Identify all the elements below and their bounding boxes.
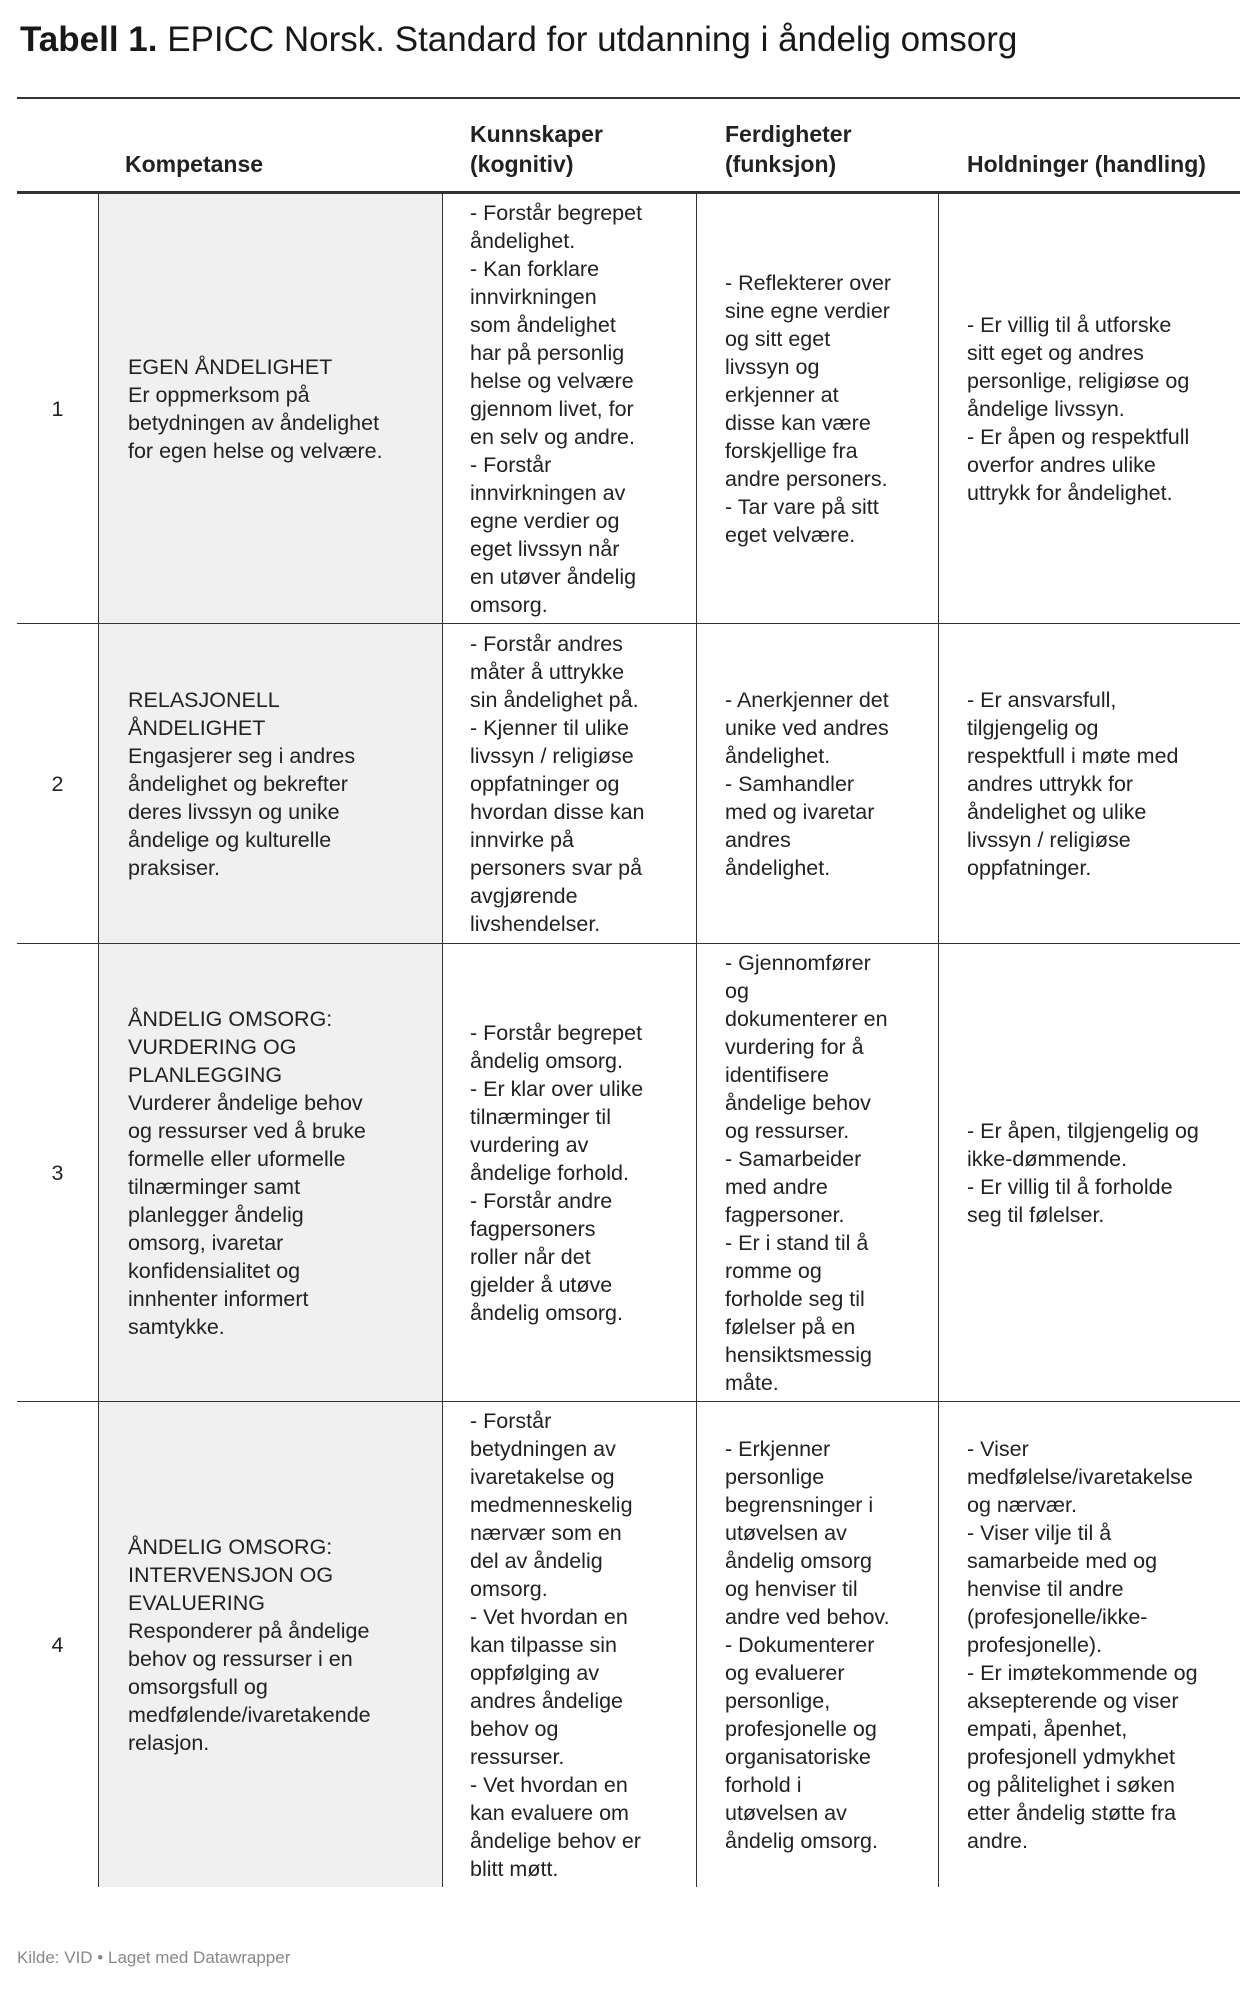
row-number: 1 <box>51 396 64 421</box>
cell-kompetanse: ÅNDELIG OMSORG: INTERVENSJON OG EVALUERING Responderer på åndelige behov og ressurser i en omsorgsfull og medfølende/ivaretakende relasjon. <box>128 1534 371 1755</box>
cell-kompetanse: RELASJONELL ÅNDELIGHET Engasjerer seg i andres åndelighet og bekrefter deres livssyn og unike åndelige og kulturelle praksiser. <box>128 687 356 880</box>
table-title-text: EPICC Norsk. Standard for utdanning i åndelig omsorg <box>167 20 1018 59</box>
table-row <box>17 194 1240 624</box>
cell-kunnskaper: - Forstår begrepet åndelig omsorg. - Er klar over ulike tilnærminger til vurdering av åndelige forhold. - Forstår andre fagpersoners roller når det gjelder å utøve åndelig omsorg. <box>470 1020 644 1325</box>
cell-holdninger: - Er villig til å utforske sitt eget og andres personlige, religiøse og åndelige livssyn. - Er åpen og respektfull overfor andres ulike uttrykk for åndelighet. <box>967 312 1190 505</box>
row-number: 3 <box>51 1160 64 1185</box>
header-ferdigheter[interactable]: Ferdigheter (funksjon) <box>725 121 852 177</box>
source-note: Kilde: VID • Laget med Datawrapper <box>17 1948 291 1967</box>
header-kunnskaper[interactable]: Kunnskaper (kognitiv) <box>470 121 603 177</box>
table-row <box>17 944 1240 1402</box>
cell-ferdigheter: - Reflekterer over sine egne verdier og sitt eget livssyn og erkjenner at disse kan være forskjellige fra andre personers. - Tar vare på sitt eget velvære. <box>725 270 892 547</box>
cell-holdninger: - Viser medfølelse/ivaretakelse og nærvær. - Viser vilje til å samarbeide med og henvise til andre (profesjonelle/ikke- profesjonelle). - Er imøtekommende og aksepterende og viser empati, åpenhet, profesjonell ydmykhet og pålitelighet i søken etter åndelig støtte fra andre. <box>967 1436 1198 1853</box>
table-title <box>20 16 1017 64</box>
cell-kompetanse: ÅNDELIG OMSORG: VURDERING OG PLANLEGGING Vurderer åndelige behov og ressurser ved å bruke formelle eller uformelle tilnærminger samt planlegger åndelig omsorg, ivaretar konfidensialitet og innhenter informert samtykke. <box>128 1006 366 1339</box>
cell-ferdigheter: - Erkjenner personlige begrensninger i utøvelsen av åndelig omsorg og henviser til andre ved behov. - Dokumenterer og evaluerer personlige, profesjonelle og organisatoriske forhold i utøvelsen av åndelig omsorg. <box>725 1436 890 1853</box>
table-row <box>17 1402 1240 1887</box>
cell-kompetanse: EGEN ÅNDELIGHET Er oppmerksom på betydningen av åndelighet for egen helse og velvære. <box>128 354 383 463</box>
cell-holdninger: - Er ansvarsfull, tilgjengelig og respektfull i møte med andres uttrykk for åndelighet og ulike livssyn / religiøse oppfatninger. <box>967 687 1179 880</box>
cell-kunnskaper: - Forstår andres måter å uttrykke sin åndelighet på. - Kjenner til ulike livssyn / religiøse oppfatninger og hvordan disse kan innvirke på personers svar på avgjørende livshendelser. <box>470 631 645 936</box>
table-row <box>17 624 1240 944</box>
cell-holdninger: - Er åpen, tilgjengelig og ikke-dømmende. - Er villig til å forholde seg til følelser. <box>967 1118 1199 1227</box>
cell-ferdigheter: - Anerkjenner det unike ved andres åndelighet. - Samhandler med og ivaretar andres åndelighet. <box>725 687 889 880</box>
row-number: 4 <box>51 1632 64 1657</box>
competence-table <box>17 97 1240 1887</box>
table-title-label: Tabell 1. <box>20 20 158 59</box>
header-kompetanse[interactable]: Kompetanse <box>125 151 264 177</box>
cell-kunnskaper: - Forstår begrepet åndelighet. - Kan forklare innvirkningen som åndelighet har på personlig helse og velvære gjennom livet, for en selv og andre. - Forstår innvirkningen av egne verdier og eget livssyn når en utøver åndelig omsorg. <box>470 200 643 617</box>
cell-kunnskaper: - Forstår betydningen av ivaretakelse og medmenneskelig nærvær som en del av åndelig omsorg. - Vet hvordan en kan tilpasse sin oppfølging av andres åndelige behov og ressurser. - Vet hvordan en kan evaluere om åndelige behov er blitt møtt. <box>470 1408 641 1881</box>
row-number: 2 <box>51 771 64 796</box>
table-header-row <box>17 99 1240 194</box>
header-holdninger[interactable]: Holdninger (handling) <box>967 151 1206 177</box>
cell-ferdigheter: - Gjennomfører og dokumenterer en vurdering for å identifisere åndelige behov og ressurser. - Samarbeider med andre fagpersoner. - Er i stand til å romme og forholde seg til følelser på en hensiktsmessig måte. <box>725 950 888 1395</box>
